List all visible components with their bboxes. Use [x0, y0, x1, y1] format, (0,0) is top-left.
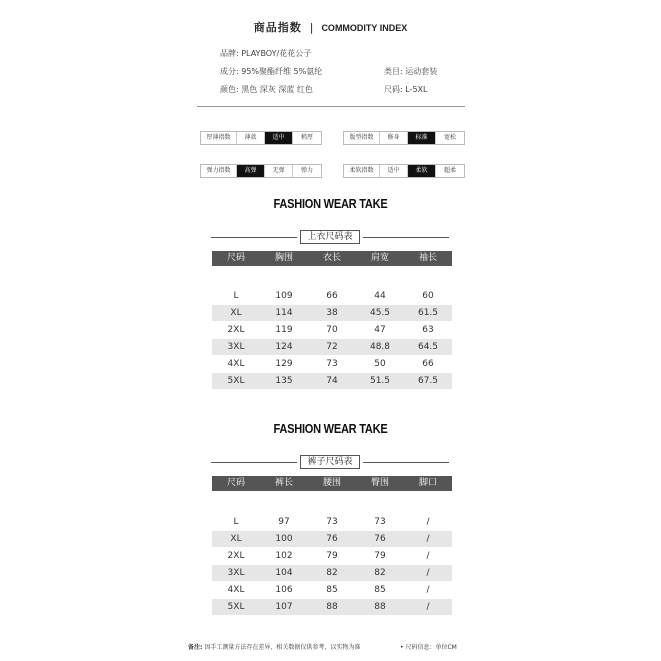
table-cell: 51.5 [369, 376, 391, 386]
table-cell: L [233, 291, 239, 301]
table-row [212, 582, 452, 598]
table-cell: 135 [275, 376, 293, 386]
indicator-option: 无弹 [265, 165, 293, 177]
table-cell: 2XL [227, 325, 245, 335]
table-cell: 79 [326, 551, 338, 561]
table-row [212, 531, 452, 547]
page-header [0, 19, 661, 35]
table-cell: 104 [275, 568, 293, 578]
footer-note [188, 642, 360, 651]
table-cell: 85 [374, 585, 386, 595]
table-cell: 88 [326, 602, 338, 612]
indicator-option-selected: 标准 [408, 132, 436, 144]
material-info: 成分: 95%聚酯纤维 5%氨纶 [220, 67, 323, 76]
indicator-option-selected: 适中 [265, 132, 293, 144]
header-separator: | [309, 21, 314, 34]
elasticity-indicator [200, 164, 322, 178]
column-header: 尺码 [226, 478, 245, 488]
table-cell: L [233, 517, 239, 527]
divider-line [197, 106, 465, 107]
indicator-option: 宽松 [443, 134, 456, 141]
table-row [212, 288, 452, 304]
table-cell: / [426, 517, 430, 527]
table-cell: 70 [326, 325, 338, 335]
indicator-option-selected: 柔软 [408, 165, 436, 177]
indicator-option: 稍厚 [300, 134, 313, 141]
table-cell: 76 [326, 534, 338, 544]
table-cell: 50 [374, 359, 386, 369]
indicator-option-selected: 高弹 [237, 165, 265, 177]
table-row [212, 305, 452, 321]
table-cell: / [426, 602, 430, 612]
table-cell: 5XL [227, 602, 245, 612]
table-cell: 45.5 [369, 308, 391, 318]
table-cell: 76 [374, 534, 386, 544]
table-cell: 48.8 [369, 342, 391, 352]
table-cell: 38 [326, 308, 338, 318]
pants-table-title: 裤子尺码表 [300, 455, 360, 469]
table-cell: 61.5 [417, 308, 439, 318]
table-cell: 114 [275, 308, 293, 318]
footer-note-label: 备注: [188, 644, 203, 651]
table-cell: 66 [326, 291, 338, 301]
table-cell: 2XL [227, 551, 245, 561]
table-cell: 44 [374, 291, 386, 301]
table-cell: 4XL [227, 585, 245, 595]
table-cell: 102 [275, 551, 293, 561]
softness-indicator [343, 164, 465, 178]
table-cell: / [426, 585, 430, 595]
table-cell: 74 [326, 376, 338, 386]
table-cell: 88 [374, 602, 386, 612]
indicator-option: 薄款 [237, 132, 265, 144]
column-header: 裤长 [274, 478, 293, 488]
table-row [212, 322, 452, 338]
indicator-name: 弹力指数 [201, 165, 237, 177]
color-info: 颜色: 黑色 深灰 深蓝 红色 [220, 85, 313, 94]
table-cell: / [426, 534, 430, 544]
column-header: 腰围 [322, 478, 341, 488]
brand-info: 品牌: PLAYBOY/花花公子 [220, 49, 312, 58]
column-header: 脚口 [418, 478, 437, 488]
table-cell: 72 [326, 342, 338, 352]
table-cell: XL [230, 308, 242, 318]
pants-table-header [212, 476, 452, 491]
table-cell: 4XL [227, 359, 245, 369]
category-info: 类目: 运动套装 [384, 67, 438, 76]
table-cell: 100 [275, 534, 293, 544]
table-row [212, 356, 452, 372]
table-cell: 82 [326, 568, 338, 578]
indicator-option: 超柔 [443, 167, 456, 174]
pants-section-heading: FASHION WEAR TAKE [273, 421, 388, 436]
table-cell: 109 [275, 291, 293, 301]
table-cell: 124 [275, 342, 293, 352]
table-cell: / [426, 568, 430, 578]
column-header: 袖长 [418, 253, 437, 263]
indicator-option: 修身 [380, 132, 408, 144]
table-cell: 85 [326, 585, 338, 595]
table-row [212, 548, 452, 564]
header-title: 商品指数 [253, 21, 302, 34]
table-cell: 5XL [227, 376, 245, 386]
table-cell: 73 [326, 359, 338, 369]
header-subtitle: COMMODITY INDEX [321, 23, 408, 33]
footer-note-text: 因手工测量方法存在差异，相关数据仅供参考，以实物为准 [204, 644, 361, 651]
column-header: 臀围 [370, 478, 389, 488]
table-cell: 97 [278, 517, 290, 527]
table-cell: / [426, 551, 430, 561]
table-cell: 64.5 [417, 342, 439, 352]
thickness-indicator [200, 131, 322, 145]
table-cell: 63 [422, 325, 434, 335]
column-header: 胸围 [274, 253, 293, 263]
indicator-name: 版型指数 [344, 132, 380, 144]
table-row [212, 565, 452, 581]
table-cell: 119 [275, 325, 293, 335]
table-cell: XL [230, 534, 242, 544]
table-row [212, 339, 452, 355]
table-cell: 129 [275, 359, 293, 369]
table-cell: 79 [374, 551, 386, 561]
footer-unit: • 尺码信息：单位CM [400, 644, 457, 651]
indicator-option: 弹力 [300, 167, 313, 174]
indicator-name: 柔软指数 [344, 165, 380, 177]
top-section-heading: FASHION WEAR TAKE [273, 196, 388, 211]
top-table-title: 上衣尺码表 [300, 230, 360, 244]
table-cell: 3XL [227, 342, 245, 352]
column-header: 尺码 [226, 253, 245, 263]
table-cell: 73 [326, 517, 338, 527]
indicator-option: 适中 [380, 165, 408, 177]
column-header: 衣长 [322, 253, 341, 263]
table-cell: 106 [275, 585, 293, 595]
table-cell: 60 [422, 291, 434, 301]
table-cell: 67.5 [417, 376, 439, 386]
table-row [212, 599, 452, 615]
column-header: 肩宽 [370, 253, 389, 263]
table-cell: 66 [422, 359, 434, 369]
top-table-header [212, 251, 452, 266]
indicator-name: 厚薄指数 [201, 132, 237, 144]
fit-indicator [343, 131, 465, 145]
table-cell: 73 [374, 517, 386, 527]
table-cell: 82 [374, 568, 386, 578]
table-cell: 47 [374, 325, 386, 335]
table-row [212, 373, 452, 389]
table-cell: 3XL [227, 568, 245, 578]
table-cell: 107 [275, 602, 293, 612]
size-info: 尺码: L-5XL [384, 85, 428, 94]
table-row [212, 514, 452, 530]
